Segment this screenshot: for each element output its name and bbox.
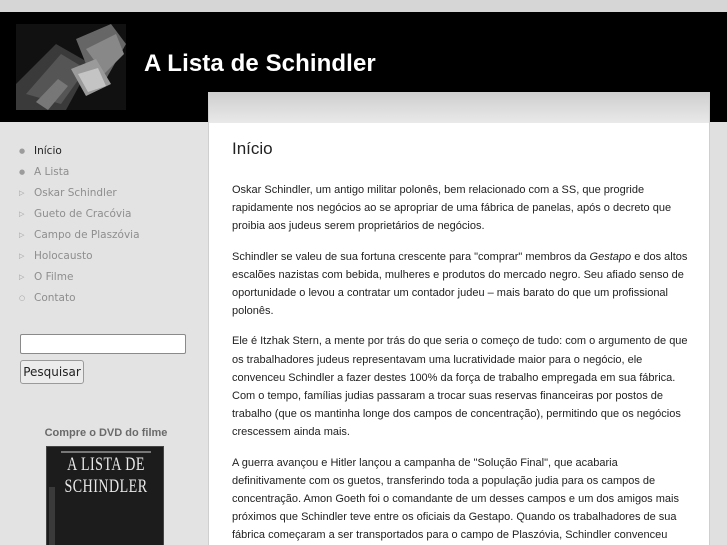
paragraph-text: Schindler se valeu de sua fortuna crescente para "comprar" membros da: [232, 250, 590, 263]
paragraph: A guerra avançou e Hitler lançou a campanha de "Solução Final", que acabaria definitivamente com os guetos, transferindo toda a população judia para os campos de concentração. Amon Goeth foi o comandante de um desses campos e um dos amigos mais próximos que Schindler teve entre os oficiais da Gestapo. Quando os trabalhadores de sua fábrica começaram a ser transportados para o campo de Plaszóvia, Schindler convenceu: [232, 456, 679, 542]
nav-item-oskar-schindler[interactable]: [19, 185, 140, 206]
nav-item-campo-de-plaszovia[interactable]: [19, 227, 140, 248]
nav-item-inicio[interactable]: [19, 143, 140, 164]
triangle-bullet-icon: ▷: [19, 189, 25, 197]
page-title: Início: [232, 139, 273, 158]
nav-item-label: Início: [34, 145, 62, 157]
nav-item-label: Gueto de Cracóvia: [34, 208, 132, 220]
nav-item-label: Oskar Schindler: [34, 187, 117, 199]
content-top-band: [209, 93, 709, 123]
nav-item-label: Campo de Plaszóvia: [34, 229, 140, 241]
sidebar-nav: [19, 143, 140, 311]
nav-item-a-lista[interactable]: [19, 164, 140, 185]
triangle-bullet-icon: ▷: [19, 273, 25, 281]
bullet-icon: ●: [19, 147, 26, 155]
paragraph-emphasis: Gestapo: [589, 250, 632, 263]
triangle-bullet-icon: ▷: [19, 231, 25, 239]
nav-item-o-filme[interactable]: [19, 269, 140, 290]
dvd-heading: Compre o DVD do filme: [44, 427, 168, 439]
sidebar: [0, 122, 208, 545]
nav-item-gueto-de-cracovia[interactable]: [19, 206, 140, 227]
top-strip: [0, 0, 727, 12]
nav-item-holocausto[interactable]: [19, 248, 140, 269]
paragraph: Ele é Itzhak Stern, a mente por trás do que seria o começo de tudo: com o argumento de que os trabalhadores judeus representavam uma lucratividade maior para o negócio, ele convenceu Schindler a fazer destes 100% da força de trabalho empregada em sua fábrica. Com o tempo, famílias judias passaram a trocar suas reservas financeiras por postos de trabalho (que os mantinha longe dos campos de concentração), permitindo que os negócios crescessem ainda mais.: [232, 335, 688, 439]
nav-item-label: A Lista: [34, 166, 70, 178]
triangle-bullet-icon: ▷: [19, 252, 25, 260]
nav-item-label: Contato: [34, 292, 76, 304]
circle-bullet-icon: ○: [19, 294, 26, 302]
bullet-icon: ●: [19, 168, 26, 176]
nav-item-contato[interactable]: [19, 290, 140, 311]
paragraph-text: e dos altos escalões nazistas com bebida, mulheres e produtos do mercado negro. Seu afiado senso de oportunidade o levou a contratar um contador judeu – mais barato do que um profissional polonês.: [232, 250, 688, 318]
site-logo[interactable]: [16, 24, 126, 110]
search-button[interactable]: Pesquisar: [20, 360, 84, 384]
hands-image: [16, 24, 126, 110]
nav-item-label: Holocausto: [34, 250, 93, 262]
dvd-cover-title: A LISTA DE SCHINDLER: [64, 455, 148, 498]
search-input[interactable]: [20, 334, 186, 354]
paragraph: Oskar Schindler, um antigo militar polonês, bem relacionado com a SS, que progride rapidamente nos negócios ao se apropriar de uma fábrica de panelas, após o decreto que proibia aos judeus serem proprietários de negócios.: [232, 184, 672, 233]
main-content: [208, 92, 710, 545]
nav-item-label: O Filme: [34, 271, 74, 283]
dvd-cover-spine: [49, 487, 55, 545]
dvd-cover-topline: [61, 451, 151, 453]
article-body: [232, 181, 688, 545]
dvd-cover[interactable]: [46, 446, 164, 545]
triangle-bullet-icon: ▷: [19, 210, 25, 218]
paragraph: [232, 248, 688, 321]
site-title: A Lista de Schindler: [144, 50, 376, 77]
